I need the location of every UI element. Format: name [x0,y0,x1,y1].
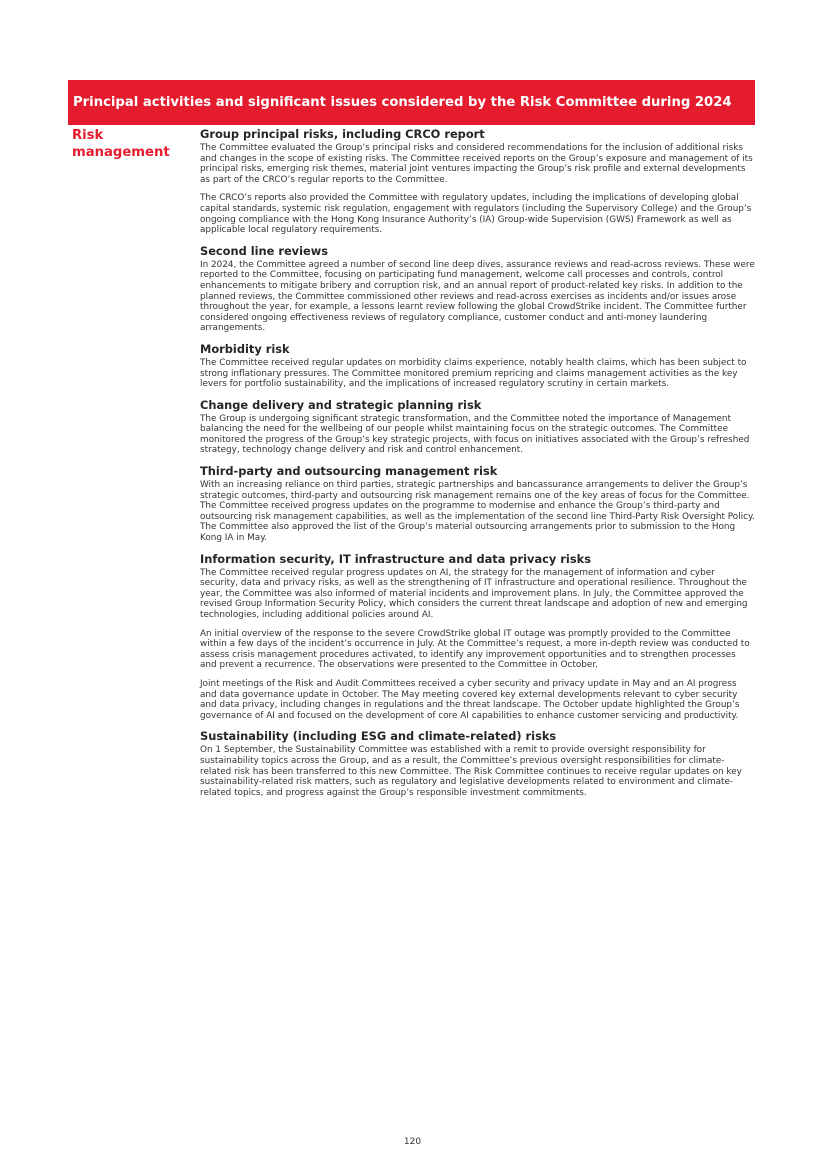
section-banner [68,80,755,125]
section-information-security [200,552,755,722]
section-sustainability [200,729,755,798]
section-principal-risks [200,127,755,236]
section-paragraph: The CRCO’s reports also provided the Committee with regulatory updates, including the implications of developing global capital standards, systemic risk regulation, engagement with regulators (including the Supervisory College) and the Group’s ongoing compliance with the Hong Kong Insurance Authority’s (IA) Group-wide Supervision (GWS) Framework as well as applicable local regulatory requirements. [200,193,752,236]
section-paragraph: The Committee evaluated the Group’s principal risks and considered recommendations for the inclusion of additional risks and changes in the scope of existing risks. The Committee received reports on the Group’s exposure and management of its principal risks, emerging risk themes, material joint ventures impacting the Group’s risk profile and external developments as part of the CRCO’s regular reports to the Committee. [200,143,753,185]
section-paragraph: In 2024, the Committee agreed a number of second line deep dives, assurance reviews and read-across reviews. These were reported to the Committee, focusing on participating fund management, welcome call processes and controls, control enhancements to mitigate bribery and corruption risk, and an annual report of product-related key risks. In addition to the planned reviews, the Committee commissioned other reviews and read-across exercises as incidents and/or issues arose throughout the year, for example, a lessons learnt review following the global CrowdStrike incident. The Committee further considered ongoing effectiveness reviews of regulatory compliance, customer conduct and anti-money laundering arrangements. [200,259,755,334]
banner-title: Principal activities and significant issues considered by the Risk Committee during 2024 [73,95,732,110]
section-paragraph: With an increasing reliance on third parties, strategic partnerships and bancassurance arrangements to deliver the Group’s strategic outcomes, third-party and outsourcing risk management remains one of the key areas of focus for the Committee. The Committee received progress updates on the programme to modernise and enhance the Group’s third-party and outsourcing risk management capabilities, as well as the implementation of the second line Third-Party Risk Oversight Policy. The Committee also approved the list of the Group’s material outsourcing arrangements prior to submission to the Hong Kong IA in May. [200,480,755,544]
section-heading: Information security, IT infrastructure and data privacy risks [200,551,591,566]
section-heading: Change delivery and strategic planning risk [200,397,482,412]
section-paragraph: The Committee received regular progress updates on AI, the strategy for the management of information and cyber security, data and privacy risks, as well as the strengthening of IT infrastructure and operational resilience. Throughout the year, the Committee was also informed of material incidents and improvement plans. In July, the Committee approved the revised Group Information Security Policy, which considers the current threat landscape and adoption of new and emerging technologies, including additional policies around AI. [200,567,748,620]
section-heading: Morbidity risk [200,341,290,356]
side-label: Risk management [72,128,170,160]
section-third-party [200,464,755,544]
section-heading: Third-party and outsourcing management risk [200,464,498,479]
section-heading: Second line reviews [200,243,329,258]
section-paragraph: Joint meetings of the Risk and Audit Committees received a cyber security and privacy update in May and an AI progress and data governance update in October. The May meeting covered key external developments relevant to cyber security and data privacy, including changes in regulations and the threat landscape. The October update highlighted the Group’s governance of AI and focused on the development of core AI capabilities to enhance customer servicing and productivity. [200,678,740,721]
section-second-line-reviews [200,244,755,334]
section-paragraph: An initial overview of the response to the severe CrowdStrike global IT outage was promptly provided to the Committee within a few days of the incident’s occurrence in July. At the Committee’s request, a more in-depth review was conducted to assess crisis management procedures activated, to identify any improvement opportunities and to strengthen processes and prevent a recurrence. The observations were presented to the Committee in October. [200,628,750,671]
section-heading: Group principal risks, including CRCO report [200,127,485,141]
section-morbidity-risk [200,342,755,390]
main-content [200,127,755,806]
section-heading: Sustainability (including ESG and climate-related) risks [200,729,557,744]
section-paragraph: The Group is undergoing significant strategic transformation, and the Committee noted the importance of Management balancing the need for the wellbeing of our people whilst maintaining focus on the strategic outcomes. The Committee monitored the progress of the Group’s key strategic projects, with focus on initiatives associated with the Group’s refreshed strategy, technology change delivery and risk and control enhancement. [200,413,750,456]
section-change-delivery [200,398,755,456]
page-number: 120 [403,1137,422,1147]
section-paragraph: The Committee received regular updates on morbidity claims experience, notably health claims, which has been subject to strong inflationary pressures. The Committee monitored premium repricing and claims management activities as the key levers for portfolio sustainability, and the implications of increased regulatory scrutiny in certain markets. [200,357,747,390]
section-paragraph: On 1 September, the Sustainability Committee was established with a remit to provide oversight responsibility for sustainability topics across the Group, and as a result, the Committee’s previous oversight responsibilities for climate-related risk has been transferred to this new Committee. The Risk Committee continues to receive regular updates on key sustainability-related risk matters, such as regulatory and legislative developments related to environment and climate-related topics, and progress against the Group’s responsible investment commitments. [200,745,742,798]
